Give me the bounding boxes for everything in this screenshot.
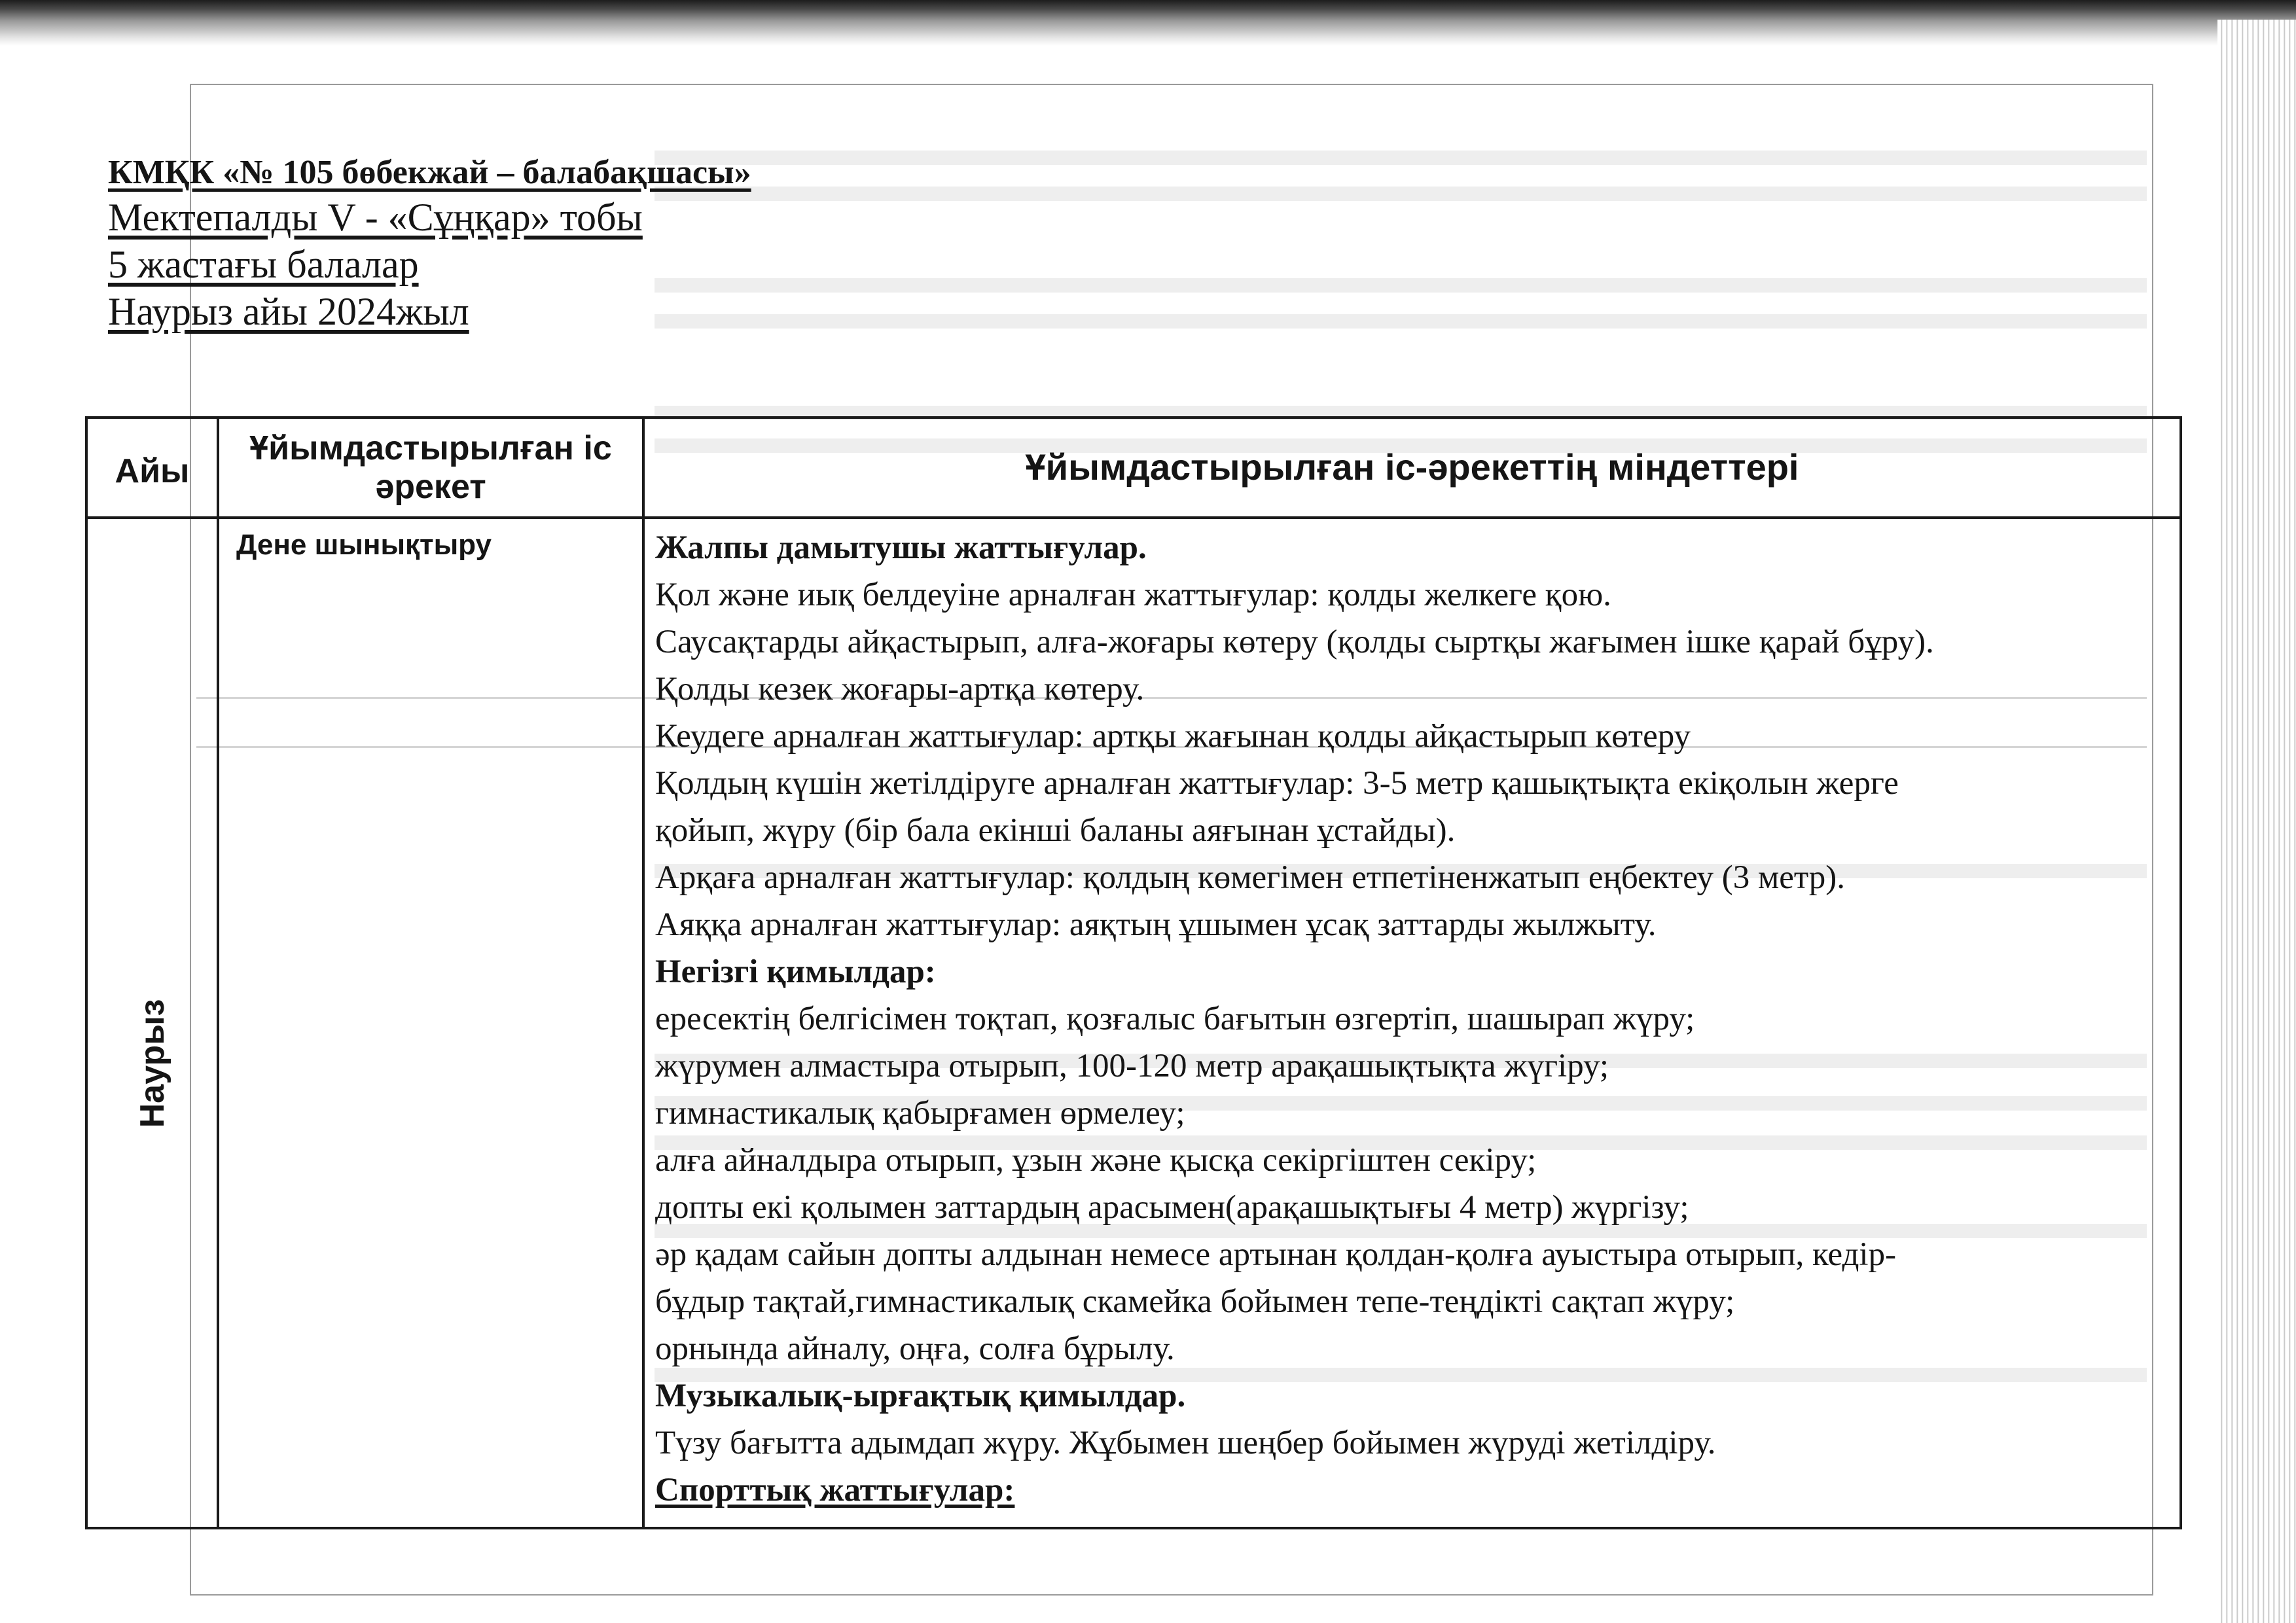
document-header	[108, 156, 751, 339]
task-line: әр қадам сайын допты алдынан немесе артынан қолдан-қолға ауыстыра отырып, кедір-	[655, 1236, 1897, 1273]
task-line: ересектің белгісімен тоқтап, қозғалыс бағытын өзгертіп, шашырап жүру;	[655, 1001, 1695, 1037]
scan-page-edge	[2217, 20, 2296, 1623]
task-line: Аяққа арналған жаттығулар: аяқтың ұшымен ұсақ заттарды жылжыту.	[655, 906, 1657, 943]
month-cell	[86, 518, 218, 1528]
task-line: Арқаға арналған жаттығулар: қолдың көмегімен етпетіненжатып еңбектеу (3 метр).	[655, 859, 1846, 896]
task-line: Жалпы дамытушы жаттығулар.	[655, 529, 1147, 566]
month-year: Наурыз айы 2024жыл	[108, 290, 469, 333]
task-line: Музыкалық-ырғақтық қимылдар.	[655, 1378, 1186, 1414]
activity-cell: Дене шынықтыру	[218, 518, 643, 1528]
task-line: Қол және иық белдеуіне арналған жаттығулар: қолды желкеге қою.	[655, 577, 1611, 613]
task-line: қойып, жүру (бір бала екінші баланы аяғынан ұстайды).	[655, 812, 1456, 849]
task-line: алға айналдыра отырып, ұзын және қысқа секіргіштен секіру;	[655, 1142, 1537, 1179]
task-line: Саусақтарды айқастырып, алға-жоғары көтеру (қолды сыртқы жағымен ішке қарай бұру).	[655, 624, 1934, 660]
task-line: Қолдың күшін жетілдіруге арналған жаттығулар: 3-5 метр қашықтықта екіқолын жерге	[655, 765, 1899, 802]
header-tasks: Ұйымдастырылған іс-әрекеттің міндеттері	[643, 418, 2181, 518]
task-line: допты екі қолымен заттардың арасымен(арақашықтығы 4 метр) жүргізу;	[655, 1189, 1689, 1226]
task-line: Түзу бағытта адымдап жүру. Жұбымен шеңбер бойымен жүруді жетілдіру.	[655, 1425, 1716, 1461]
scan-top-shadow	[0, 0, 2296, 46]
task-line: Кеудеге арналған жаттығулар: артқы жағынан қолды айқастырып көтеру	[655, 718, 1691, 755]
table-row	[86, 518, 2181, 1528]
task-line: орнында айналу, оңға, солға бұрылу.	[655, 1330, 1175, 1367]
task-line: Негізгі қимылдар:	[655, 954, 936, 990]
month-label-vertical: Наурыз	[133, 999, 171, 1128]
table-header-row	[86, 418, 2181, 518]
task-line: Спорттық жаттығулар:	[655, 1472, 1015, 1508]
task-line: Қолды кезек жоғары-артқа көтеру.	[655, 671, 1145, 707]
age-group: 5 жастағы балалар	[108, 243, 419, 286]
tasks-cell	[643, 518, 2181, 1528]
task-line: бұдыр тақтай,гимнастикалық скамейка бойымен тепе-теңдікті сақтап жүру;	[655, 1283, 1735, 1320]
header-activity: Ұйымдастырылған іс әрекет	[218, 418, 643, 518]
header-month: Айы	[86, 418, 218, 518]
group-name: Мектепалды V - «Сұңқар» тобы	[108, 196, 643, 239]
plan-table	[85, 416, 2182, 1529]
organization-title: КМҚК «№ 105 бөбекжай – балабақшасы»	[108, 154, 751, 191]
task-line: жүрумен алмастыра отырып, 100-120 метр арақашықтықта жүгіру;	[655, 1048, 1609, 1084]
task-line: гимнастикалық қабырғамен өрмелеу;	[655, 1095, 1185, 1132]
